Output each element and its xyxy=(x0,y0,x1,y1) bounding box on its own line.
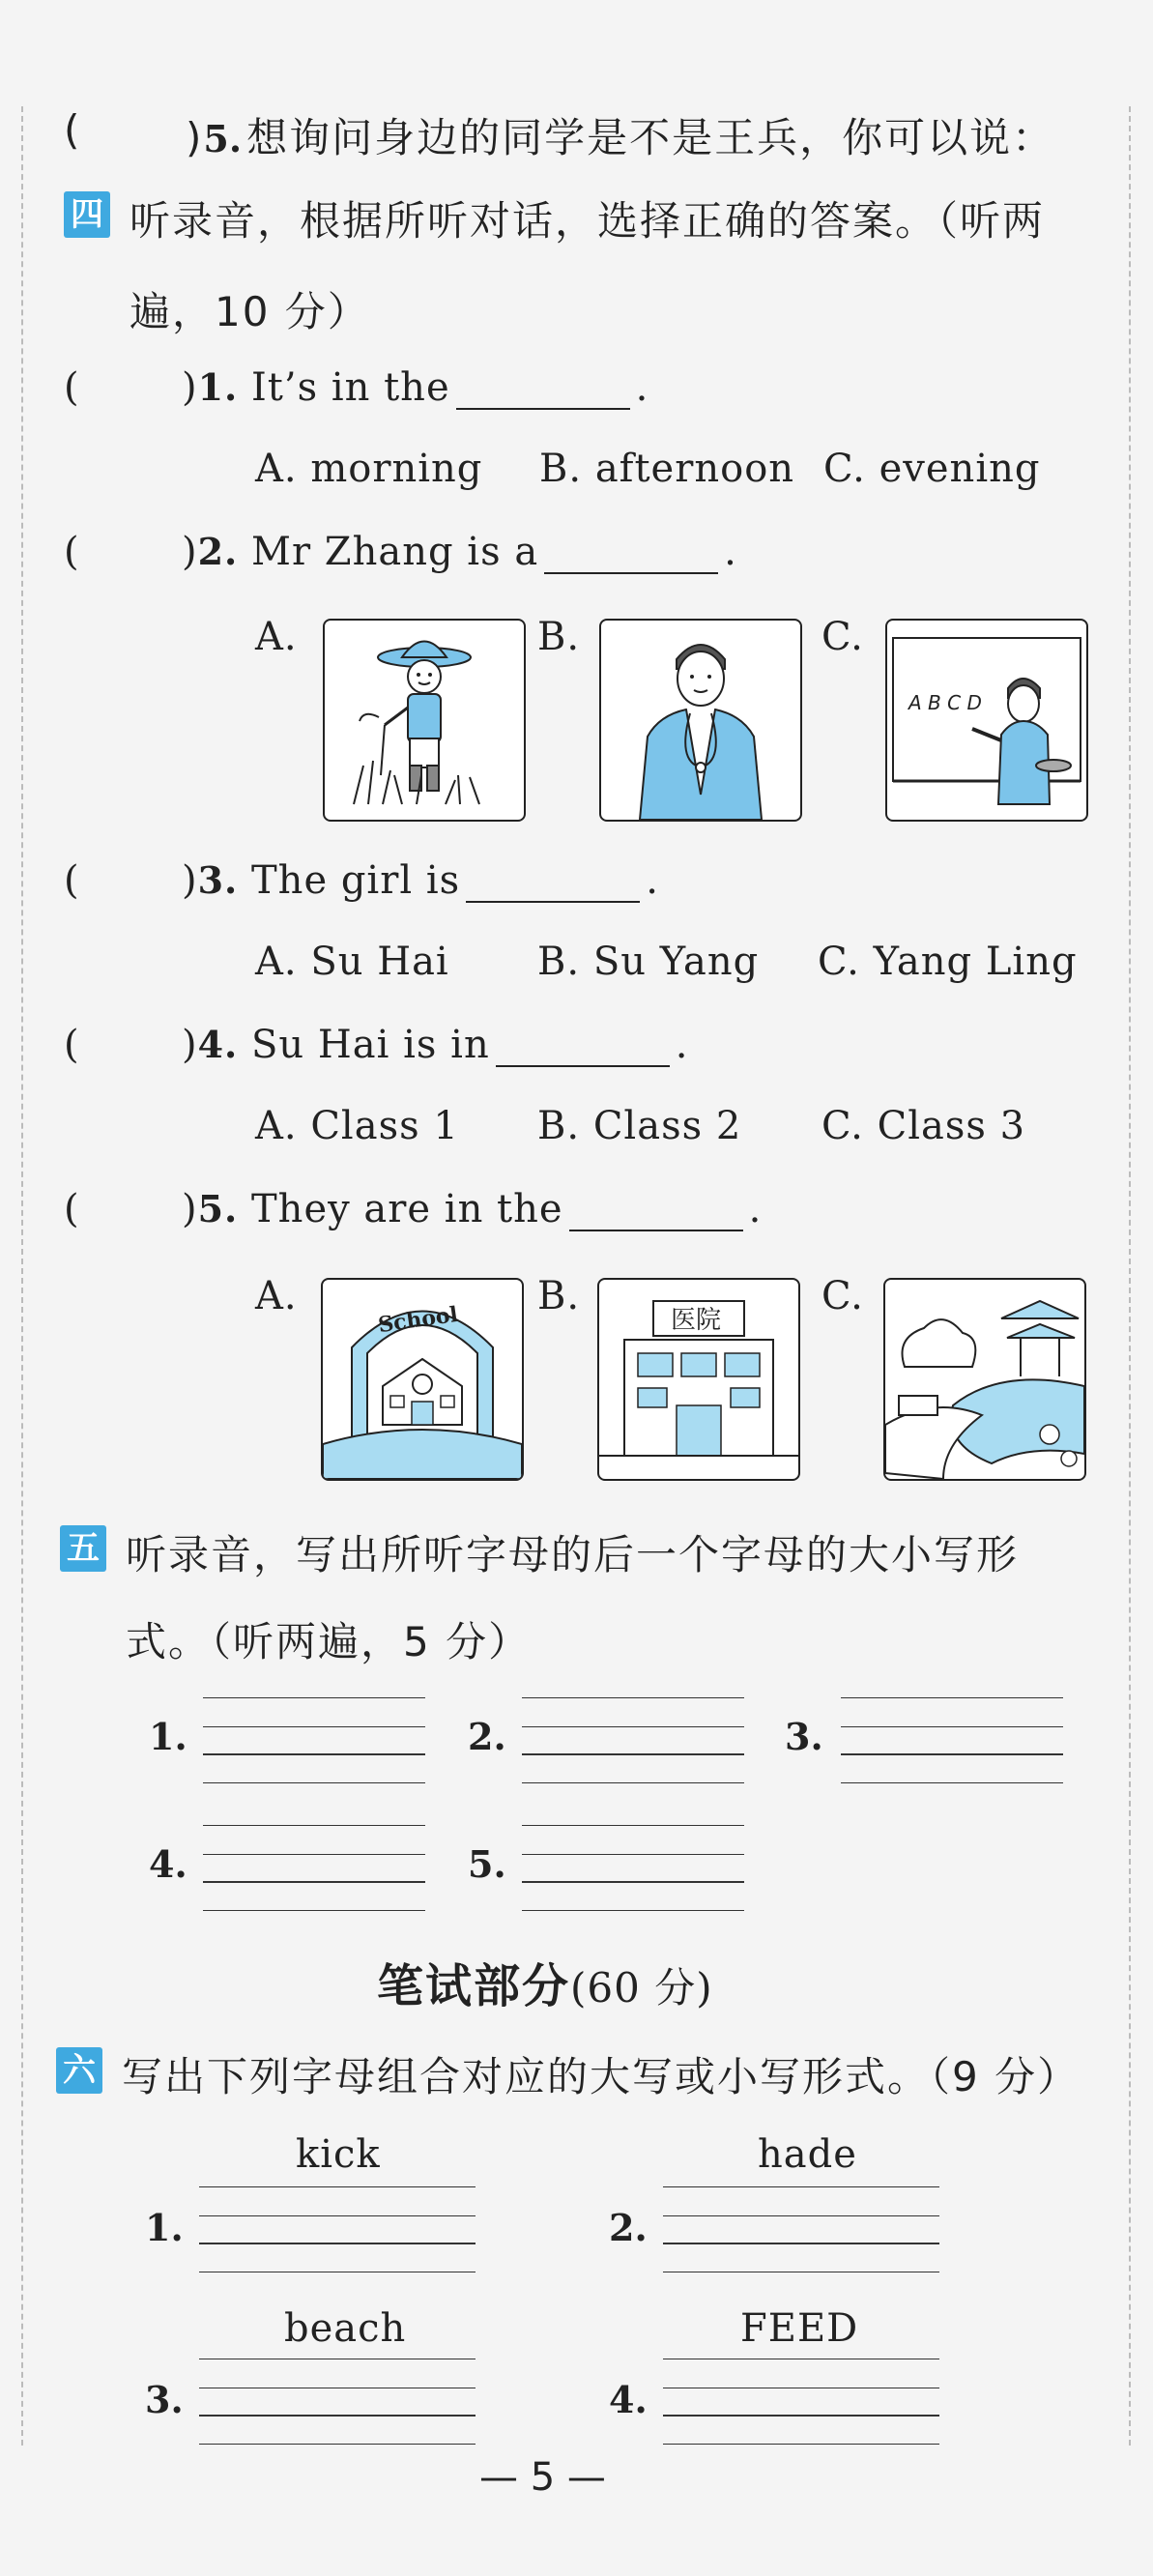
s6-writing-lines-2[interactable] xyxy=(663,2186,939,2283)
teacher-picture[interactable] xyxy=(885,619,1088,822)
s6-word-3: beach xyxy=(284,2306,407,2351)
s5-item-1-number: 1. xyxy=(149,1715,187,1758)
s6-word-1: kick xyxy=(296,2132,381,2177)
q2-label-b: B. xyxy=(537,615,581,659)
written-part-heading: 笔试部分(60 分) xyxy=(377,1959,713,2013)
left-dashed-margin xyxy=(21,106,23,2446)
svg-text:School: School xyxy=(376,1301,460,1339)
q5-label-a: A. xyxy=(255,1274,298,1318)
s6-item-1-number: 1. xyxy=(145,2206,184,2249)
top-question-paren: ( xyxy=(64,106,82,154)
question-1: )1. It’s in the . xyxy=(182,365,649,410)
answer-blank[interactable] xyxy=(456,373,630,410)
q5-label-b: B. xyxy=(537,1274,581,1318)
q3-option-b[interactable]: B. Su Yang xyxy=(537,940,760,984)
section-5-badge: 五 xyxy=(60,1525,106,1572)
section-4-badge: 四 xyxy=(64,191,110,238)
answer-paren: ( xyxy=(64,858,80,903)
q2-label-a: A. xyxy=(255,615,298,659)
question-2: )2. Mr Zhang is a . xyxy=(182,530,737,574)
answer-paren: ( xyxy=(64,1187,80,1231)
question-4: )4. Su Hai is in . xyxy=(182,1023,689,1067)
s6-item-2-number: 2. xyxy=(609,2206,648,2249)
s5-item-2-number: 2. xyxy=(468,1715,506,1758)
svg-text:A B C D: A B C D xyxy=(908,691,982,714)
s6-word-2: hade xyxy=(758,2132,857,2177)
s6-writing-lines-3[interactable] xyxy=(199,2359,476,2455)
section-4-title-cont: 遍，10 分） xyxy=(130,288,370,335)
s5-writing-lines-2[interactable] xyxy=(522,1697,744,1794)
q5-label-c: C. xyxy=(822,1274,864,1318)
s5-writing-lines-4[interactable] xyxy=(203,1825,425,1922)
answer-paren: ( xyxy=(64,1023,80,1067)
s5-item-3-number: 3. xyxy=(785,1715,823,1758)
farmer-picture[interactable] xyxy=(323,619,526,822)
svg-text:医院: 医院 xyxy=(671,1306,722,1335)
s5-item-5-number: 5. xyxy=(468,1842,506,1886)
s6-word-4: FEED xyxy=(740,2306,859,2351)
s5-writing-lines-1[interactable] xyxy=(203,1697,425,1794)
q1-option-a[interactable]: A. morning xyxy=(255,447,483,491)
page-number: — 5 — xyxy=(479,2455,606,2500)
hospital-picture[interactable] xyxy=(597,1278,800,1481)
section-4-title: 听录音，根据所听对话，选择正确的答案。（听两 xyxy=(130,197,1046,245)
section-5-title-cont: 式。（听两遍，5 分） xyxy=(126,1618,532,1665)
top-question-text: 想询问身边的同学是不是王兵，你可以说： xyxy=(246,114,1055,161)
s5-writing-lines-5[interactable] xyxy=(522,1825,744,1922)
answer-blank[interactable] xyxy=(569,1195,743,1231)
s6-writing-lines-1[interactable] xyxy=(199,2186,476,2283)
answer-blank[interactable] xyxy=(496,1030,670,1067)
question-3: )3. The girl is . xyxy=(182,858,659,903)
q4-option-c[interactable]: C. Class 3 xyxy=(822,1104,1026,1148)
s6-item-4-number: 4. xyxy=(609,2378,648,2421)
section-6-badge: 六 xyxy=(56,2047,102,2094)
park-picture[interactable] xyxy=(883,1278,1086,1481)
section-6-title: 写出下列字母组合对应的大写或小写形式。（9 分） xyxy=(122,2053,1081,2100)
s6-writing-lines-4[interactable] xyxy=(663,2359,939,2455)
question-5: )5. They are in the . xyxy=(182,1187,763,1231)
q3-option-c[interactable]: C. Yang Ling xyxy=(818,940,1078,984)
answer-blank[interactable] xyxy=(544,537,718,574)
q1-option-b[interactable]: B. afternoon xyxy=(539,447,795,491)
top-question: )5. 想询问身边的同学是不是王兵，你可以说： xyxy=(186,114,1055,161)
q3-option-a[interactable]: A. Su Hai xyxy=(255,940,449,984)
s6-item-3-number: 3. xyxy=(145,2378,184,2421)
q2-label-c: C. xyxy=(822,615,864,659)
answer-paren: ( xyxy=(64,365,80,410)
s5-writing-lines-3[interactable] xyxy=(841,1697,1063,1794)
s5-item-4-number: 4. xyxy=(149,1842,187,1886)
q4-option-a[interactable]: A. Class 1 xyxy=(255,1104,459,1148)
answer-paren: ( xyxy=(64,530,80,574)
school-picture[interactable] xyxy=(321,1278,524,1481)
right-dashed-margin xyxy=(1129,106,1131,2446)
section-5-title: 听录音，写出所听字母的后一个字母的大小写形 xyxy=(126,1531,1020,1578)
answer-blank[interactable] xyxy=(466,866,640,903)
q1-option-c[interactable]: C. evening xyxy=(823,447,1041,491)
doctor-picture[interactable] xyxy=(599,619,802,822)
q4-option-b[interactable]: B. Class 2 xyxy=(537,1104,742,1148)
